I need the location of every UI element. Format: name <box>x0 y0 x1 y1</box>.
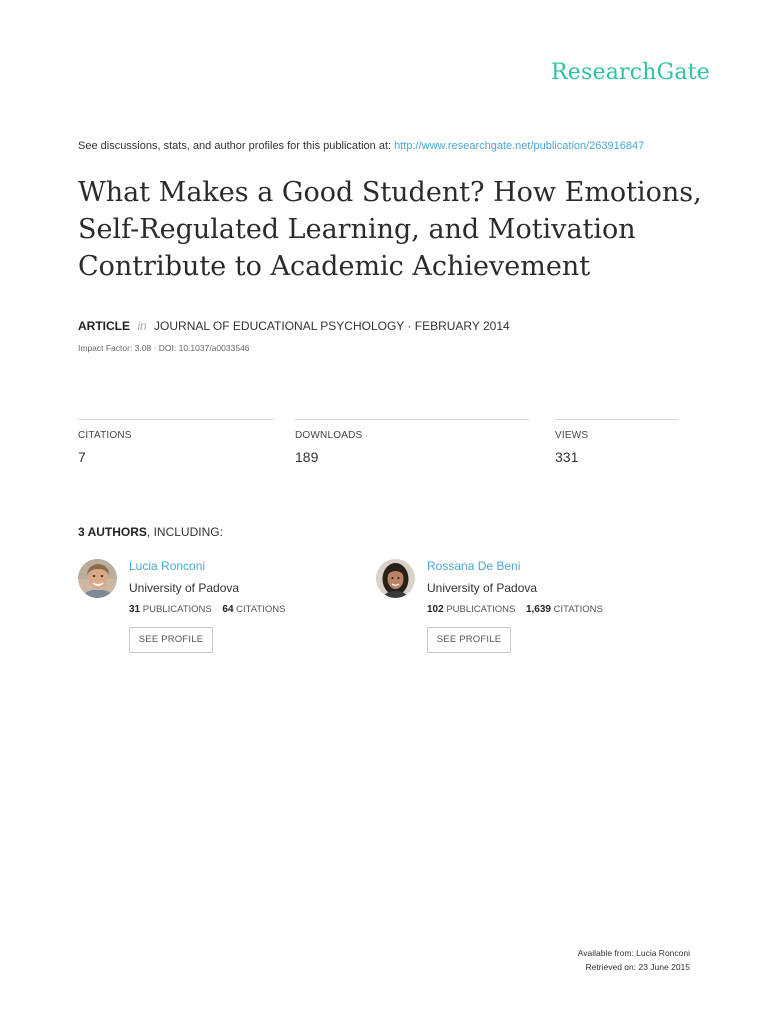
stat-label: CITATIONS <box>78 430 132 441</box>
avatar-photo-icon <box>376 559 415 598</box>
author-name-link[interactable]: Lucia Ronconi <box>129 559 206 573</box>
citations-count: 1,639 <box>525 604 551 615</box>
stat-value: 331 <box>555 449 579 465</box>
title-line: Self-Regulated Learning, and Motivation <box>78 214 636 245</box>
avatar[interactable] <box>78 559 117 598</box>
author-info <box>129 559 285 653</box>
publications-count: 31 <box>129 604 141 615</box>
footer-retrieval-info <box>578 946 690 974</box>
see-profile-button[interactable]: SEE PROFILE <box>427 627 511 653</box>
author-stats <box>427 604 603 615</box>
in-word: in <box>137 319 147 333</box>
authors-suffix: , INCLUDING: <box>146 525 223 539</box>
stat-views <box>555 419 678 465</box>
author-name-link[interactable]: Rossana De Beni <box>427 559 521 573</box>
citations-label: CITATIONS <box>236 604 286 615</box>
stat-value: 189 <box>295 449 319 465</box>
retrieved-on: Retrieved on: 23 June 2015 <box>585 962 690 972</box>
researchgate-logo[interactable]: ResearchGate <box>551 60 710 85</box>
publication-title <box>78 174 718 285</box>
authors-count: 3 AUTHORS <box>78 525 147 539</box>
avatar[interactable] <box>376 559 415 598</box>
author-info <box>427 559 603 653</box>
see-profile-button[interactable]: SEE PROFILE <box>129 627 213 653</box>
author-stats <box>129 604 285 615</box>
publications-count: 102 <box>427 604 444 615</box>
title-line: What Makes a Good Student? How Emotions, <box>78 177 702 208</box>
stat-value: 7 <box>78 449 86 465</box>
authors-heading <box>78 525 223 539</box>
citations-label: CITATIONS <box>553 604 603 615</box>
stat-label: DOWNLOADS <box>295 430 363 441</box>
author-card <box>376 559 676 669</box>
publication-url-link[interactable]: http://www.researchgate.net/publication/263916847 <box>394 140 645 152</box>
intro-text: See discussions, stats, and author profiles for this publication at: <box>78 140 392 152</box>
stat-label: VIEWS <box>555 430 589 441</box>
publication-meta <box>78 319 510 333</box>
publications-label: PUBLICATIONS <box>142 604 212 615</box>
citations-count: 64 <box>222 604 234 615</box>
publications-label: PUBLICATIONS <box>446 604 516 615</box>
publication-intro-line <box>78 140 644 152</box>
publication-type: ARTICLE <box>78 319 130 333</box>
available-from: Available from: Lucia Ronconi <box>577 948 690 958</box>
title-line: Contribute to Academic Achievement <box>78 251 591 282</box>
avatar-photo-icon <box>78 559 117 598</box>
author-institution: University of Padova <box>129 581 240 595</box>
author-institution: University of Padova <box>427 581 538 595</box>
journal-venue: JOURNAL OF EDUCATIONAL PSYCHOLOGY · FEBRUARY 2014 <box>154 319 510 333</box>
stat-citations <box>78 419 274 465</box>
impact-factor-doi: Impact Factor: 3.08 · DOI: 10.1037/a0033546 <box>78 343 250 353</box>
stat-downloads <box>295 419 529 465</box>
author-card <box>78 559 378 669</box>
